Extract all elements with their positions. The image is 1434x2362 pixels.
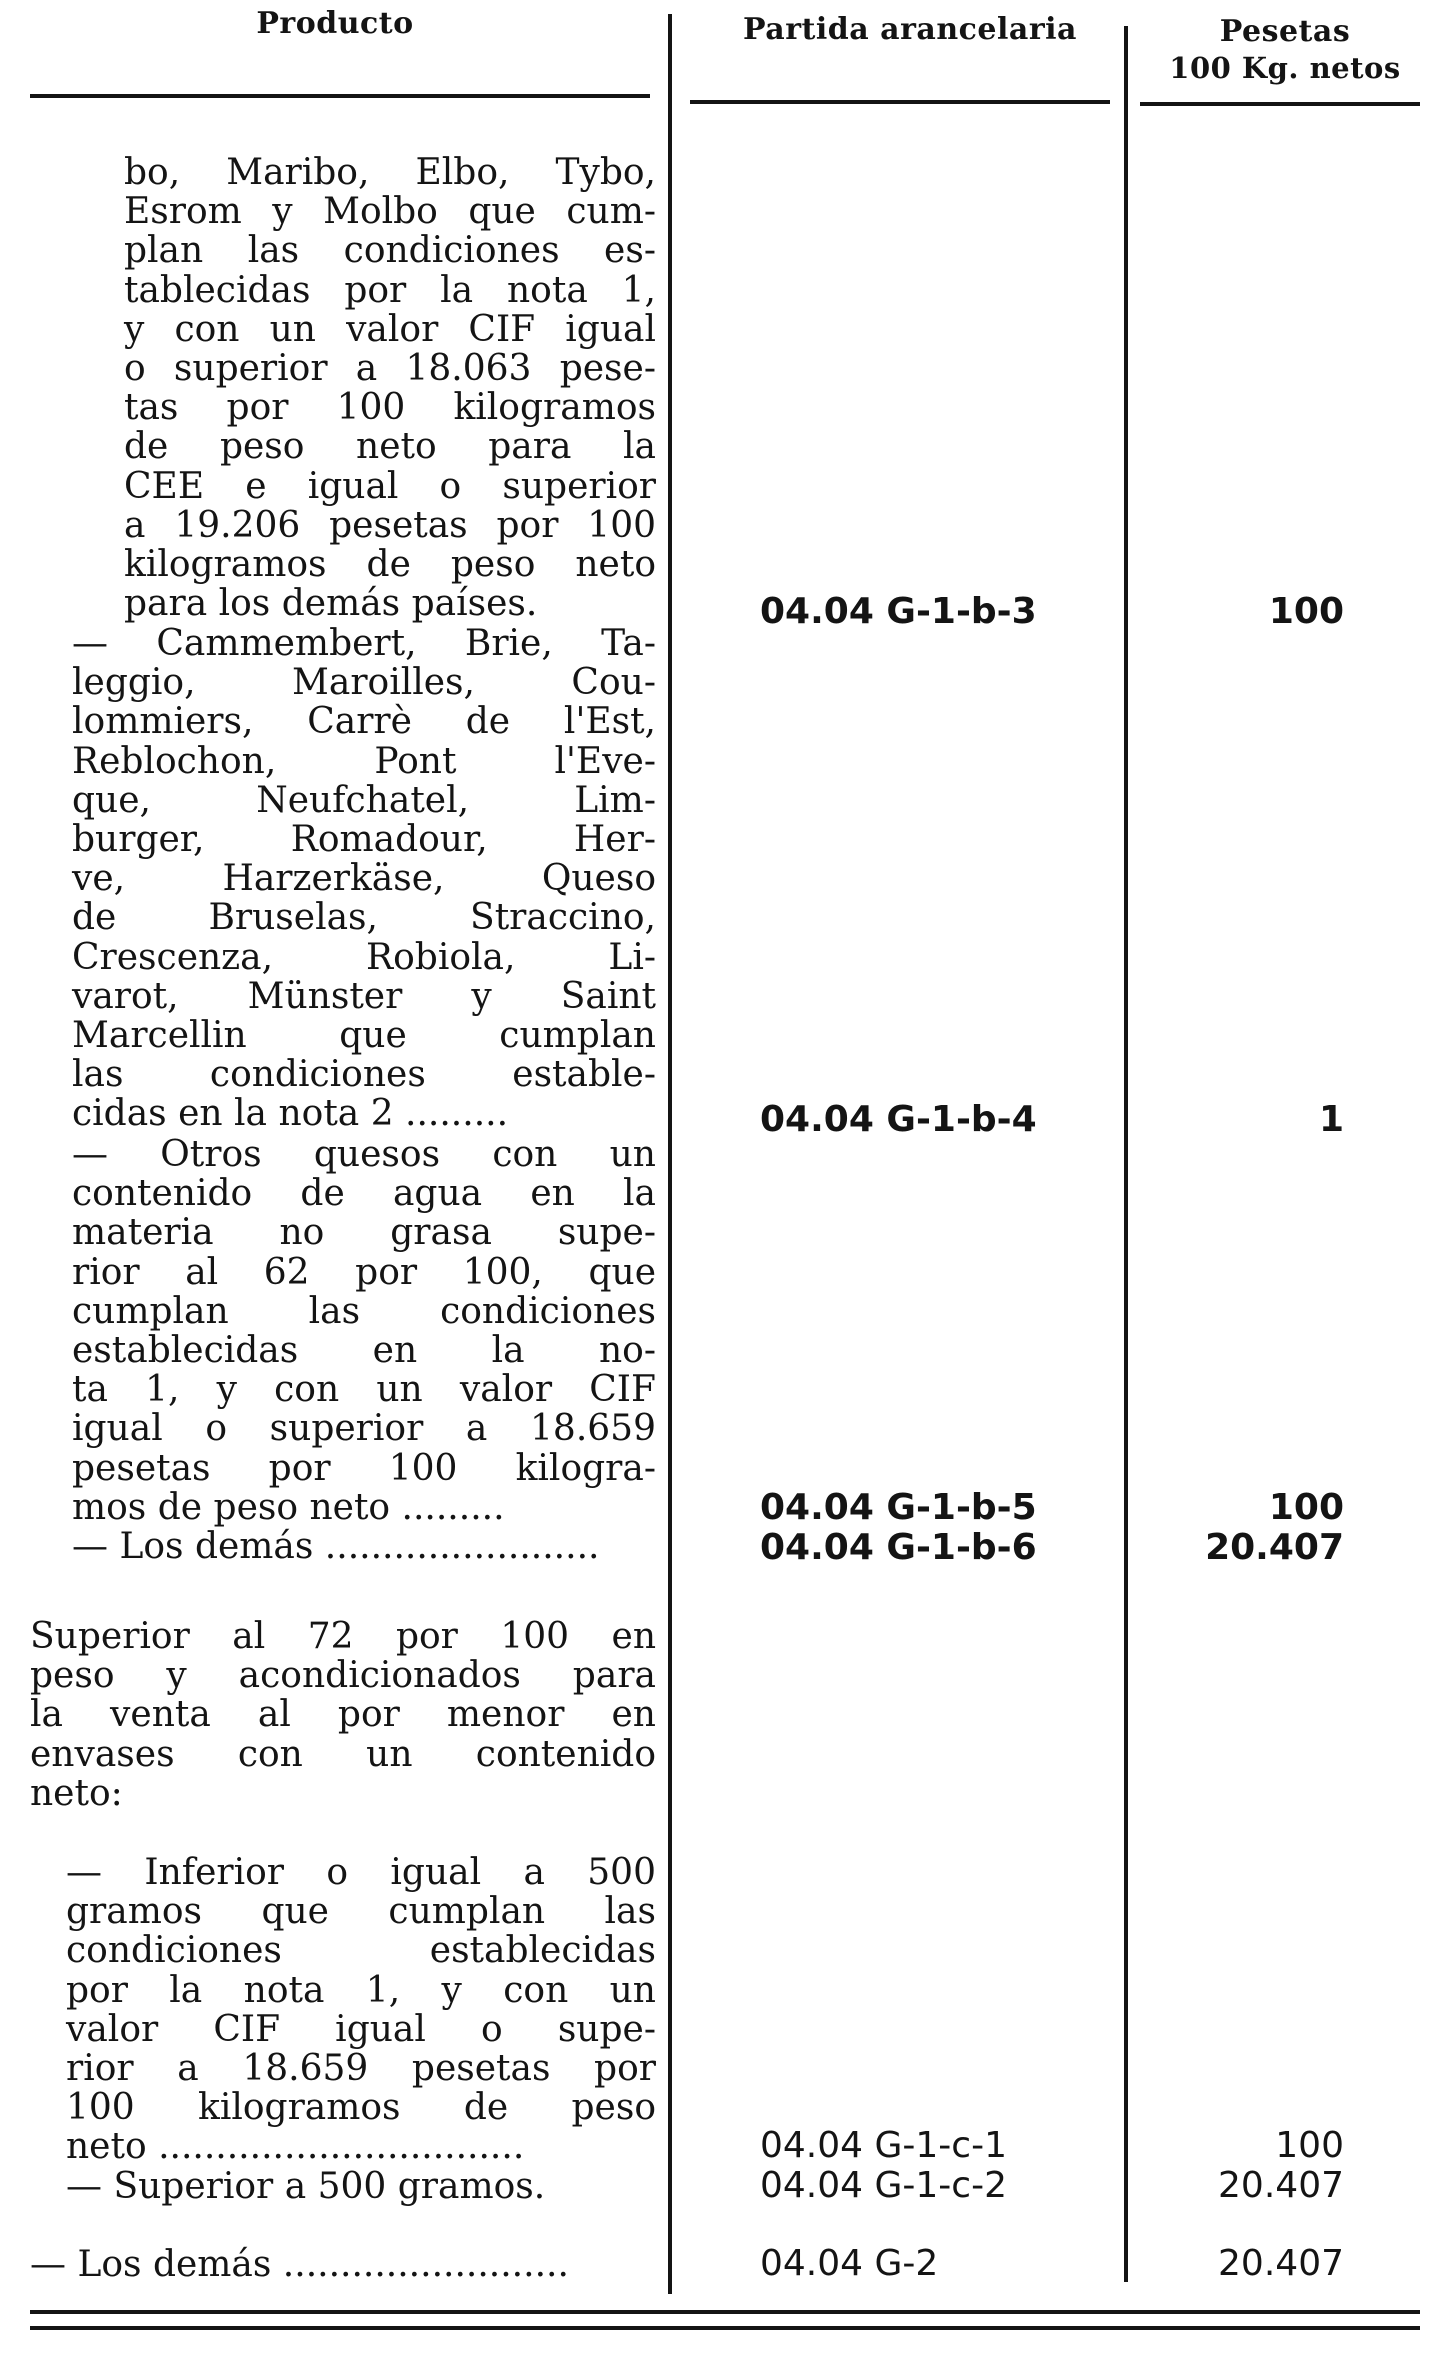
product-line: rior a 18.659 pesetas por bbox=[66, 2048, 656, 2090]
product-line: rior al 62 por 100, que bbox=[72, 1251, 656, 1293]
pesetas-value-7: 20.407 bbox=[1218, 2165, 1344, 2206]
product-line: leggio, Maroilles, Cou- bbox=[72, 662, 656, 704]
product-entry-4 bbox=[72, 1527, 656, 1566]
product-line: bo, Maribo, Elbo, Tybo, bbox=[124, 152, 656, 193]
product-line: 100 kilogramos de peso bbox=[66, 2087, 656, 2129]
product-line: plan las condiciones es- bbox=[124, 230, 656, 272]
product-line: o superior a 18.063 pese- bbox=[124, 348, 656, 390]
product-entry-3 bbox=[72, 1135, 656, 1527]
product-line: kilogramos de peso neto bbox=[124, 544, 656, 586]
product-entry-2 bbox=[72, 624, 656, 1134]
column-divider-1 bbox=[668, 14, 672, 2294]
product-line: neto: bbox=[30, 1772, 123, 1814]
product-line: que, Neufchatel, Lim- bbox=[72, 779, 656, 821]
footer-rule-bottom bbox=[30, 2326, 1420, 2330]
product-line: cumplan las condiciones bbox=[72, 1290, 656, 1332]
product-line: gramos que cumplan las bbox=[66, 1891, 656, 1933]
product-line: ve, Harzerkäse, Queso bbox=[72, 858, 656, 900]
product-line: — Inferior o igual a 500 bbox=[66, 1852, 656, 1893]
footer-rule-top bbox=[30, 2310, 1420, 2314]
product-line: condiciones establecidas bbox=[66, 1930, 656, 1972]
product-line: contenido de agua en la bbox=[72, 1173, 656, 1215]
header-pesetas-line1: Pesetas bbox=[1219, 14, 1351, 49]
partida-code-6: 04.04 G-1-c-1 bbox=[760, 2125, 1007, 2166]
product-line: lommiers, Carrè de l'Est, bbox=[72, 701, 656, 743]
header-rule-pesetas bbox=[1140, 102, 1420, 106]
product-line: las condiciones estable- bbox=[72, 1054, 656, 1096]
product-entry-1 bbox=[124, 153, 656, 623]
product-line: valor CIF igual o supe- bbox=[66, 2008, 656, 2050]
product-line: de Bruselas, Straccino, bbox=[72, 897, 656, 939]
product-line: y con un valor CIF igual bbox=[124, 308, 656, 350]
product-line: de peso neto para la bbox=[124, 426, 656, 468]
product-line: igual o superior a 18.659 bbox=[72, 1408, 656, 1450]
partida-code-1: 04.04 G-1-b-3 bbox=[760, 591, 1037, 632]
product-line: Crescenza, Robiola, Li- bbox=[72, 936, 656, 978]
pesetas-value-1: 100 bbox=[1268, 591, 1344, 632]
product-line: cidas en la nota 2 ......... bbox=[72, 1093, 509, 1135]
header-rule-producto bbox=[30, 94, 650, 98]
product-line: por la nota 1, y con un bbox=[66, 1969, 656, 2011]
product-line: — Superior a 500 gramos. bbox=[66, 2166, 546, 2207]
product-line: establecidas en la no- bbox=[72, 1330, 656, 1372]
header-partida-arancelaria: Partida arancelaria bbox=[743, 12, 1077, 47]
partida-code-7: 04.04 G-1-c-2 bbox=[760, 2165, 1007, 2206]
product-line: — Cammembert, Brie, Ta- bbox=[72, 623, 656, 664]
product-line: varot, Münster y Saint bbox=[72, 975, 656, 1017]
partida-code-2: 04.04 G-1-b-4 bbox=[760, 1099, 1037, 1140]
product-entry-8 bbox=[30, 2245, 656, 2284]
product-line: tas por 100 kilogramos bbox=[124, 387, 656, 429]
product-line: — Los demás ......................... bbox=[30, 2244, 569, 2285]
product-entry-7 bbox=[66, 2167, 656, 2206]
product-line: burger, Romadour, Her- bbox=[72, 819, 656, 861]
pesetas-value-4: 20.407 bbox=[1205, 1527, 1344, 1568]
header-rule-partida bbox=[690, 100, 1110, 104]
product-line: CEE e igual o superior bbox=[124, 465, 656, 507]
product-line: la venta al por menor en bbox=[30, 1694, 656, 1736]
product-line: — Otros quesos con un bbox=[72, 1134, 656, 1175]
product-line: envases con un contenido bbox=[30, 1733, 656, 1775]
product-line: Reblochon, Pont l'Eve- bbox=[72, 740, 656, 782]
pesetas-value-8: 20.407 bbox=[1218, 2243, 1344, 2284]
column-divider-2 bbox=[1124, 26, 1128, 2282]
product-line: tablecidas por la nota 1, bbox=[124, 269, 656, 311]
product-line: para los demás países. bbox=[124, 583, 538, 625]
pesetas-value-6: 100 bbox=[1275, 2125, 1344, 2166]
product-line: — Los demás ........................ bbox=[72, 1526, 600, 1567]
product-line: pesetas por 100 kilogra- bbox=[72, 1447, 656, 1489]
product-line: materia no grasa supe- bbox=[72, 1212, 656, 1254]
product-entry-5 bbox=[30, 1617, 656, 1813]
partida-code-8: 04.04 G-2 bbox=[760, 2243, 939, 2284]
product-line: Marcellin que cumplan bbox=[72, 1015, 656, 1057]
header-pesetas bbox=[1140, 14, 1430, 86]
partida-code-4: 04.04 G-1-b-6 bbox=[760, 1527, 1037, 1568]
product-line: a 19.206 pesetas por 100 bbox=[124, 504, 656, 546]
pesetas-value-2: 1 bbox=[1318, 1099, 1344, 1140]
product-line: neto ................................ bbox=[66, 2126, 525, 2168]
partida-code-3: 04.04 G-1-b-5 bbox=[760, 1487, 1037, 1528]
product-line: peso y acondicionados para bbox=[30, 1655, 656, 1697]
product-line: Superior al 72 por 100 en bbox=[30, 1616, 656, 1657]
product-line: mos de peso neto ......... bbox=[72, 1486, 505, 1528]
pesetas-value-3: 100 bbox=[1268, 1487, 1344, 1528]
product-entry-6 bbox=[66, 1853, 656, 2167]
header-pesetas-line2: 100 Kg. netos bbox=[1169, 51, 1401, 85]
product-line: ta 1, y con un valor CIF bbox=[72, 1369, 656, 1411]
header-producto: Producto bbox=[256, 6, 414, 41]
product-line: Esrom y Molbo que cum- bbox=[124, 191, 656, 233]
